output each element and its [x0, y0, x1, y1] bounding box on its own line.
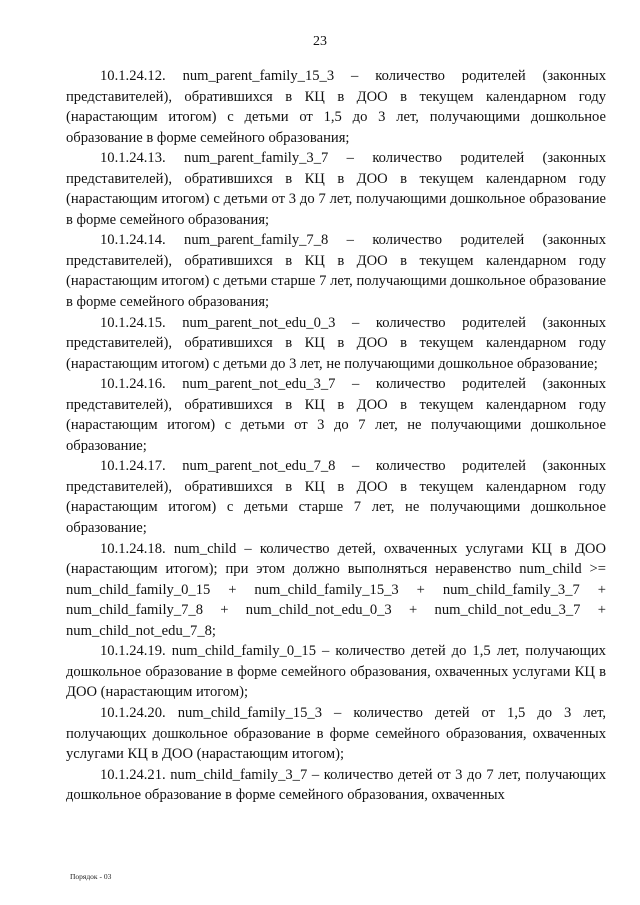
item-text: количество родителей (законных представителей), обратившихся в КЦ в ДОО в текущем календарном году (нарастающим итогом) с детьми до 3 лет, не получающими дошкольное образование;: [66, 314, 607, 372]
item-number: 10.1.24.17.: [100, 458, 166, 475]
paragraph-10-1-24-20: 10.1.24.20. num_child_family_15_3 – количество детей от 1,5 до 3 лет, получающих дошкольное образование в форме семейного образования, охваченных услугами КЦ в ДОО (нарастающим итогом);: [66, 704, 607, 763]
field-code: num_child_family_3_7: [170, 766, 308, 783]
field-code: num_child_family_0_15: [171, 643, 317, 660]
paragraph-10-1-24-17: 10.1.24.17. num_parent_not_edu_7_8 – количество родителей (законных представителей), обратившихся в КЦ в ДОО в текущем календарном году (нарастающим итогом) с детьми старше 7 лет, не получающими дошкольное образование;: [66, 458, 607, 537]
item-number: 10.1.24.16.: [100, 376, 166, 393]
footer-label: Порядок - 03: [70, 872, 112, 881]
page-number: 23: [313, 34, 327, 49]
field-code: num_parent_family_3_7: [184, 150, 329, 167]
field-code: num_parent_family_7_8: [184, 232, 329, 249]
item-text: количество родителей (законных представителей), обратившихся в КЦ в ДОО в текущем календарном году (нарастающим итогом) с детьми старше 7 лет, не получающими дошкольное образование;: [66, 458, 607, 537]
paragraph-10-1-24-19: 10.1.24.19. num_child_family_0_15 – количество детей до 1,5 лет, получающих дошкольное образование в форме семейного образования, охваченных услугами КЦ в ДОО (нарастающим итогом);: [66, 643, 606, 701]
field-code: num_child: [173, 540, 237, 557]
item-number: 10.1.24.19.: [100, 643, 166, 660]
document-body: [66, 66, 606, 806]
item-text: количество детей от 1,5 до 3 лет, получающих дошкольное образование в форме семейного образования, охваченных услугами КЦ в ДОО (нарастающим итогом);: [66, 704, 607, 763]
paragraph-10-1-24-12: 10.1.24.12. num_parent_family_15_3 – количество родителей (законных представителей), обратившихся в КЦ в ДОО в текущем календарном году (нарастающим итогом) с детьми от 1,5 до 3 лет, получающими дошкольное образование в форме семейного образования;: [66, 68, 606, 146]
paragraph-10-1-24-16: 10.1.24.16. num_parent_not_edu_3_7 – количество родителей (законных представителей), обратившихся в КЦ в ДОО в текущем календарном году (нарастающим итогом) с детьми от 3 до 7 лет, не получающими дошкольное образование;: [66, 376, 607, 454]
item-text: количество родителей (законных представителей), обратившихся в КЦ в ДОО в текущем календарном году (нарастающим итогом) с детьми от 1,5 до 3 лет, получающими дошкольное образование в форме семейного образования;: [66, 68, 606, 146]
paragraph-10-1-24-14: 10.1.24.14. num_parent_family_7_8 – количество родителей (законных представителей), обратившихся в КЦ в ДОО в текущем календарном году (нарастающим итогом) с детьми старше 7 лет, получающими дошкольное образование в форме семейного образования;: [66, 232, 606, 311]
item-text: количество родителей (законных представителей), обратившихся в КЦ в ДОО в текущем календарном году (нарастающим итогом) с детьми от 3 до 7 лет, не получающими дошкольное образование;: [66, 376, 607, 454]
paragraph-10-1-24-13: 10.1.24.13. num_parent_family_3_7 – количество родителей (законных представителей), обратившихся в КЦ в ДОО в текущем календарном году (нарастающим итогом) с детьми от 3 до 7 лет, получающими дошкольное образование в форме семейного образования;: [66, 150, 606, 228]
item-number: 10.1.24.12.: [100, 68, 166, 84]
paragraph-10-1-24-18: 10.1.24.18. num_child – количество детей, охваченных услугами КЦ в ДОО (нарастающим итогом); при этом должно выполняться неравенство num_child >= num_child_family_0_15 + num_child_family_15_3 + num_child_family_3_7 + num_child_family_7_8 + num_child_not_edu_0_3 + num_child_not_edu_3_7 + num_child_not_edu_7_8;: [66, 540, 607, 639]
field-code: num_child_family_15_3: [177, 704, 322, 721]
field-code: num_parent_family_15_3: [182, 68, 335, 84]
field-code: num_parent_not_edu_7_8: [182, 458, 336, 475]
paragraph-10-1-24-21: 10.1.24.21. num_child_family_3_7 – количество детей от 3 до 7 лет, получающих дошкольное образование в форме семейного образования, охваченных: [66, 766, 607, 804]
item-number: 10.1.24.20.: [100, 704, 166, 721]
field-code: num_parent_not_edu_0_3: [182, 314, 336, 331]
item-text: количество детей, охваченных услугами КЦ в ДОО (нарастающим итогом); при этом должно выполняться неравенство num_child >= num_child_family_0_15 + num_child_family_15_3 + num_child_family_3_7 + num_child_family_7_8 + num_child_not_edu_0_3 + num_child_not_edu_3_7 + num_child_not_edu_7_8;: [66, 540, 607, 639]
item-number: 10.1.24.21.: [100, 766, 166, 783]
item-number: 10.1.24.18.: [100, 540, 166, 557]
item-text: количество детей до 1,5 лет, получающих дошкольное образование в форме семейного образования, охваченных услугами КЦ в ДОО (нарастающим итогом);: [66, 643, 606, 701]
item-number: 10.1.24.15.: [100, 314, 166, 331]
item-text: количество детей от 3 до 7 лет, получающих дошкольное образование в форме семейного образования, охваченных: [66, 766, 607, 804]
item-number: 10.1.24.14.: [100, 232, 166, 249]
item-number: 10.1.24.13.: [100, 150, 166, 167]
field-code: num_parent_not_edu_3_7: [182, 376, 336, 393]
item-text: количество родителей (законных представителей), обратившихся в КЦ в ДОО в текущем календарном году (нарастающим итогом) с детьми старше 7 лет, получающими дошкольное образование в форме семейного образования;: [66, 232, 606, 311]
item-text: количество родителей (законных представителей), обратившихся в КЦ в ДОО в текущем календарном году (нарастающим итогом) с детьми от 3 до 7 лет, получающими дошкольное образование в форме семейного образования;: [66, 150, 606, 228]
paragraph-10-1-24-15: 10.1.24.15. num_parent_not_edu_0_3 – количество родителей (законных представителей), обратившихся в КЦ в ДОО в текущем календарном году (нарастающим итогом) с детьми до 3 лет, не получающими дошкольное образование;: [66, 314, 607, 372]
